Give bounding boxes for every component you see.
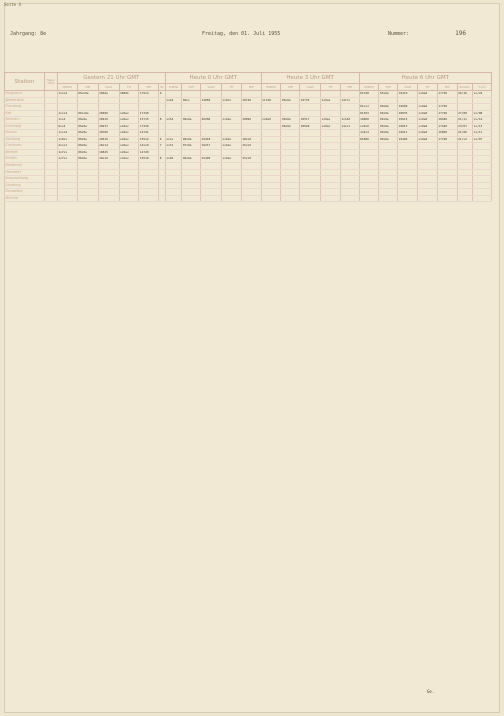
observation-cell: 06x0e xyxy=(77,143,98,150)
observation-cell: xx0e0 xyxy=(418,104,438,111)
observation-cell: 15xx0 xyxy=(241,143,261,150)
observation-cell: 8 xyxy=(159,117,166,124)
observation-cell: 19418 xyxy=(201,136,222,143)
station-name-cell: Helgoland xyxy=(5,91,45,98)
observation-cell: xx0ex xyxy=(119,156,139,163)
observation-cell: 19419 xyxy=(398,91,418,98)
station-name-cell: Lüneburg xyxy=(5,182,45,189)
sub-header: TTc xyxy=(418,84,438,91)
sub-header: N/NHW xyxy=(359,84,379,91)
observation-cell: 17740 xyxy=(437,91,457,98)
observation-cell: 14xx0 xyxy=(139,143,159,150)
table-row xyxy=(5,117,492,124)
observation-cell: 16217 xyxy=(201,143,222,150)
observation-cell: xx42 xyxy=(165,97,182,104)
observation-cell: 18690 xyxy=(98,110,119,117)
observation-cell: xx0ex xyxy=(119,136,139,143)
observation-cell: xx0ex xyxy=(321,123,341,130)
observation-cell: 05xx0e xyxy=(77,91,98,98)
observation-cell: 17740 xyxy=(437,136,457,143)
observation-cell: 14xx1 xyxy=(340,123,359,130)
station-name-cell: Hamburg xyxy=(5,136,45,143)
observation-cell: 11140 xyxy=(261,97,281,104)
observation-cell: 18090 xyxy=(241,117,261,124)
observation-cell: 7 xyxy=(159,143,166,150)
station-name-cell: Osnabrück xyxy=(5,189,45,196)
observation-cell: xx0ex xyxy=(321,117,341,124)
sub-header: Vwwt xyxy=(398,84,418,91)
observation-cell: 17914 xyxy=(139,91,159,98)
observation-cell xyxy=(359,195,379,202)
observation-cell: 1800k xyxy=(119,91,139,98)
observation-cell: 06x0e xyxy=(281,123,300,130)
observation-cell: 1x7xx xyxy=(57,149,77,156)
observation-cell: 06x0e xyxy=(182,156,201,163)
observation-cell: xx0ex xyxy=(221,117,241,124)
sub-header: Vwwt xyxy=(300,84,321,91)
sub-header: Vwwt xyxy=(201,84,222,91)
observation-cell: 06x0e xyxy=(379,117,398,124)
observation-cell: xx20 xyxy=(165,156,182,163)
observation-cell: 01348 xyxy=(359,91,379,98)
station-name-cell: Husum xyxy=(5,130,45,137)
table-row xyxy=(5,195,492,202)
observation-cell xyxy=(98,195,119,202)
observation-cell: 06x0e xyxy=(379,110,398,117)
number-label: Nummer: xyxy=(388,31,410,37)
mean-header: Tages-mittel xyxy=(44,73,57,91)
sub-header: ddff xyxy=(77,84,98,91)
observation-cell: 17740 xyxy=(437,104,457,111)
sub-header: TTc xyxy=(119,84,139,91)
observation-cell xyxy=(241,195,261,202)
observation-cell: 16850 xyxy=(437,130,457,137)
station-header: Station xyxy=(5,73,45,91)
observation-cell: xx0e0 xyxy=(418,91,438,98)
observation-cell: 06x0e xyxy=(281,97,300,104)
observation-cell: 18231 xyxy=(98,123,119,130)
observation-cell: 05x0e xyxy=(379,91,398,98)
observation-cell: 00xx xyxy=(182,97,201,104)
observation-cell: 07x0e xyxy=(182,143,201,150)
observation-cell: 06x0e xyxy=(77,136,98,143)
observation-cell: 17340 xyxy=(139,110,159,117)
observation-cell: 18620 xyxy=(300,123,321,130)
sub-header: TTc xyxy=(321,84,341,91)
observation-cell xyxy=(340,195,359,202)
observation-cell: 18740 xyxy=(241,97,261,104)
observation-cell: 19611 xyxy=(398,130,418,137)
observation-cell: 06xx0e xyxy=(77,110,98,117)
observation-cell: xx0ex xyxy=(119,123,139,130)
observation-cell: 17440 xyxy=(437,123,457,130)
observation-cell: xx31 xyxy=(165,143,182,150)
observation-cell: 06x0e xyxy=(281,117,300,124)
observation-cell: xx52 xyxy=(165,117,182,124)
observation-cell xyxy=(321,195,341,202)
observation-cell: xx0e0 xyxy=(418,117,438,124)
observation-cell xyxy=(379,195,398,202)
observation-cell: 18517 xyxy=(300,117,321,124)
observation-cell: 2xxx1 xyxy=(57,143,77,150)
observation-cell: 18910 xyxy=(98,117,119,124)
observation-cell: xx0ex xyxy=(221,156,241,163)
observation-cell: 1x0xx xyxy=(57,136,77,143)
observation-cell: xx0ex xyxy=(221,143,241,150)
observation-cell: 1x0xe xyxy=(321,97,341,104)
group-header-yesterday: Gestern 21 Uhr GMT xyxy=(57,73,165,84)
sub-header: PPP xyxy=(340,84,359,91)
observation-cell: 147xx xyxy=(340,97,359,104)
observation-cell: 19615 xyxy=(398,117,418,124)
observation-cell: 06x0e xyxy=(182,117,201,124)
observation-cell: 06x0e xyxy=(77,156,98,163)
observation-cell: xx/11 xyxy=(473,130,492,137)
observation-cell: xx/14 xyxy=(473,117,492,124)
observation-cell: xx0ex xyxy=(221,136,241,143)
sub-header: N/NHW xyxy=(165,84,182,91)
observation-cell: 19609 xyxy=(398,104,418,111)
sub-header: Tn/Tx xyxy=(473,84,492,91)
observation-cell: xx/13 xyxy=(473,123,492,130)
sub-header: Vwwt xyxy=(98,84,119,91)
sub-header: N/NHW xyxy=(57,84,77,91)
observation-cell xyxy=(398,195,418,202)
station-name-cell: Westerland xyxy=(5,97,45,104)
observation-cell: 01363 xyxy=(359,110,379,117)
observation-cell: 14741 xyxy=(139,130,159,137)
observation-cell: 06x0e xyxy=(77,149,98,156)
observation-cell: 19813 xyxy=(398,123,418,130)
group-header-6utc: Heute 6 Uhr GMT xyxy=(359,73,491,84)
sub-header: ddff xyxy=(182,84,201,91)
observation-cell xyxy=(281,195,300,202)
observation-cell: 19735 xyxy=(300,97,321,104)
observation-cell: xx0xx xyxy=(221,97,241,104)
observation-cell: 18xx0 xyxy=(241,136,261,143)
observation-cell xyxy=(437,195,457,202)
observation-cell: 15409 xyxy=(201,156,222,163)
observation-cell: 18835 xyxy=(398,110,418,117)
observation-cell: 21/x2 xyxy=(457,136,472,143)
observation-cell: 06x0e xyxy=(379,104,398,111)
observation-cell: 17740 xyxy=(437,110,457,117)
observation-cell: 18519 xyxy=(98,136,119,143)
date-label: Freitag, den 01. Juli 1955 xyxy=(202,31,281,37)
station-name-cell: Hannover xyxy=(5,169,45,176)
observation-cell: 1802e xyxy=(98,91,119,98)
sub-header: PPP xyxy=(241,84,261,91)
observation-cell: xx0ex xyxy=(119,143,139,150)
observation-cell xyxy=(77,195,98,202)
observation-cell: 0 xyxy=(159,91,166,98)
weather-observation-table xyxy=(4,72,492,202)
observation-cell: 21/06 xyxy=(457,130,472,137)
observation-cell: 15510 xyxy=(139,156,159,163)
observation-cell: 1x0x4 xyxy=(359,130,379,137)
observation-cell: 1x7xx xyxy=(57,156,77,163)
observation-cell: xx/07 xyxy=(473,136,492,143)
observation-cell: 06x0e xyxy=(77,130,98,137)
observation-cell: 01800 xyxy=(359,136,379,143)
observation-cell: xx0x0 xyxy=(359,123,379,130)
observation-cell: 14850 xyxy=(201,97,222,104)
observation-cell: xxxx xyxy=(165,136,182,143)
group-header-0utc: Heute 0 Uhr GMT xyxy=(165,73,261,84)
observation-cell: 18825 xyxy=(98,149,119,156)
observation-cell: xx0ex xyxy=(119,110,139,117)
observation-cell xyxy=(57,195,77,202)
observation-cell: xx0ex xyxy=(119,130,139,137)
sub-header: N/NHW xyxy=(261,84,281,91)
observation-cell xyxy=(159,195,166,202)
observation-cell: 18x10 xyxy=(98,156,119,163)
observation-cell: 18700 xyxy=(98,130,119,137)
table-row xyxy=(5,136,492,143)
observation-cell: 15xx0 xyxy=(241,156,261,163)
observation-cell: 06x0e xyxy=(77,123,98,130)
observation-cell: 1xxx4 xyxy=(57,110,77,117)
table-body xyxy=(5,91,492,202)
observation-cell: 17230 xyxy=(139,123,159,130)
sub-header: Nh xyxy=(160,85,164,89)
station-name-cell: Bremen xyxy=(5,149,45,156)
volume-label: Jahrgang: 8e xyxy=(10,31,47,37)
observation-cell: 10000 xyxy=(359,117,379,124)
group-header-3utc: Heute 3 Uhr GMT xyxy=(261,73,359,84)
sub-header: PPP xyxy=(437,84,457,91)
observation-cell xyxy=(44,195,57,202)
observation-cell: xx0e0 xyxy=(418,130,438,137)
observation-cell: 6 xyxy=(159,136,166,143)
observation-cell xyxy=(418,195,438,202)
observation-cell: 19405 xyxy=(398,136,418,143)
observation-cell: xx/08 xyxy=(473,110,492,117)
sub-header: ddff xyxy=(281,84,300,91)
observation-cell: 06x0e xyxy=(379,130,398,137)
observation-cell: 21/11 xyxy=(457,117,472,124)
observation-cell: 18440 xyxy=(437,117,457,124)
observation-cell: 1xxx4 xyxy=(57,91,77,98)
observation-cell: xx0e0 xyxy=(261,117,281,124)
observation-cell: 27/08 xyxy=(457,110,472,117)
station-name-cell: Flensburg xyxy=(5,104,45,111)
observation-cell xyxy=(473,195,492,202)
station-name-cell: Schleswig xyxy=(5,123,45,130)
observation-cell: xx0e0 xyxy=(418,136,438,143)
sub-header: PPP xyxy=(139,84,159,91)
observation-cell xyxy=(182,195,201,202)
observation-cell: 06x0e xyxy=(379,123,398,130)
page-number: 196 xyxy=(455,30,466,37)
observation-cell: xx0e0 xyxy=(418,123,438,130)
top-label: Seite 4 xyxy=(4,2,21,7)
sub-header: TTc xyxy=(221,84,241,91)
station-name-cell: Norderney xyxy=(5,163,45,170)
sub-header: Bemerk. xyxy=(457,84,472,91)
observation-cell: 06x0e xyxy=(182,136,201,143)
station-name-cell: Cuxhaven xyxy=(5,143,45,150)
observation-cell: 15715 xyxy=(139,117,159,124)
observation-cell: 1xxx4 xyxy=(57,130,77,137)
observation-cell: xx0ex xyxy=(119,149,139,156)
observation-cell: 06x0e xyxy=(379,136,398,143)
observation-cell: xx0ex xyxy=(119,117,139,124)
observation-cell: 1x140 xyxy=(340,117,359,124)
observation-cell: 26/16 xyxy=(457,91,472,98)
observation-cell xyxy=(165,195,182,202)
observation-cell: 15512 xyxy=(139,136,159,143)
observation-cell: 14720 xyxy=(139,149,159,156)
station-name-cell: Emden xyxy=(5,156,45,163)
observation-cell xyxy=(221,195,241,202)
observation-cell: 18x14 xyxy=(98,143,119,150)
observation-cell: 8 xyxy=(159,156,166,163)
station-name-cell: Fehmarn xyxy=(5,117,45,124)
footer-note: Ge. xyxy=(427,689,435,694)
observation-cell: xx0e0 xyxy=(418,110,438,117)
observation-cell: 06x0e xyxy=(77,117,98,124)
observation-cell xyxy=(119,195,139,202)
observation-cell: 01xx1 xyxy=(359,104,379,111)
station-name-cell: Braunschweig xyxy=(5,176,45,183)
observation-cell: 1xx4 xyxy=(57,117,77,124)
observation-cell: xx/24 xyxy=(473,91,492,98)
observation-cell: 0xx4 xyxy=(57,123,77,130)
observation-cell xyxy=(201,195,222,202)
station-name-cell: Kiel xyxy=(5,110,45,117)
observation-cell: 23/01 xyxy=(457,123,472,130)
observation-cell: 20260 xyxy=(201,117,222,124)
observation-cell xyxy=(457,195,472,202)
station-name-cell: Münster xyxy=(5,195,45,202)
sub-header: ddff xyxy=(379,84,398,91)
observation-cell xyxy=(139,195,159,202)
observation-cell xyxy=(261,195,281,202)
observation-cell xyxy=(300,195,321,202)
